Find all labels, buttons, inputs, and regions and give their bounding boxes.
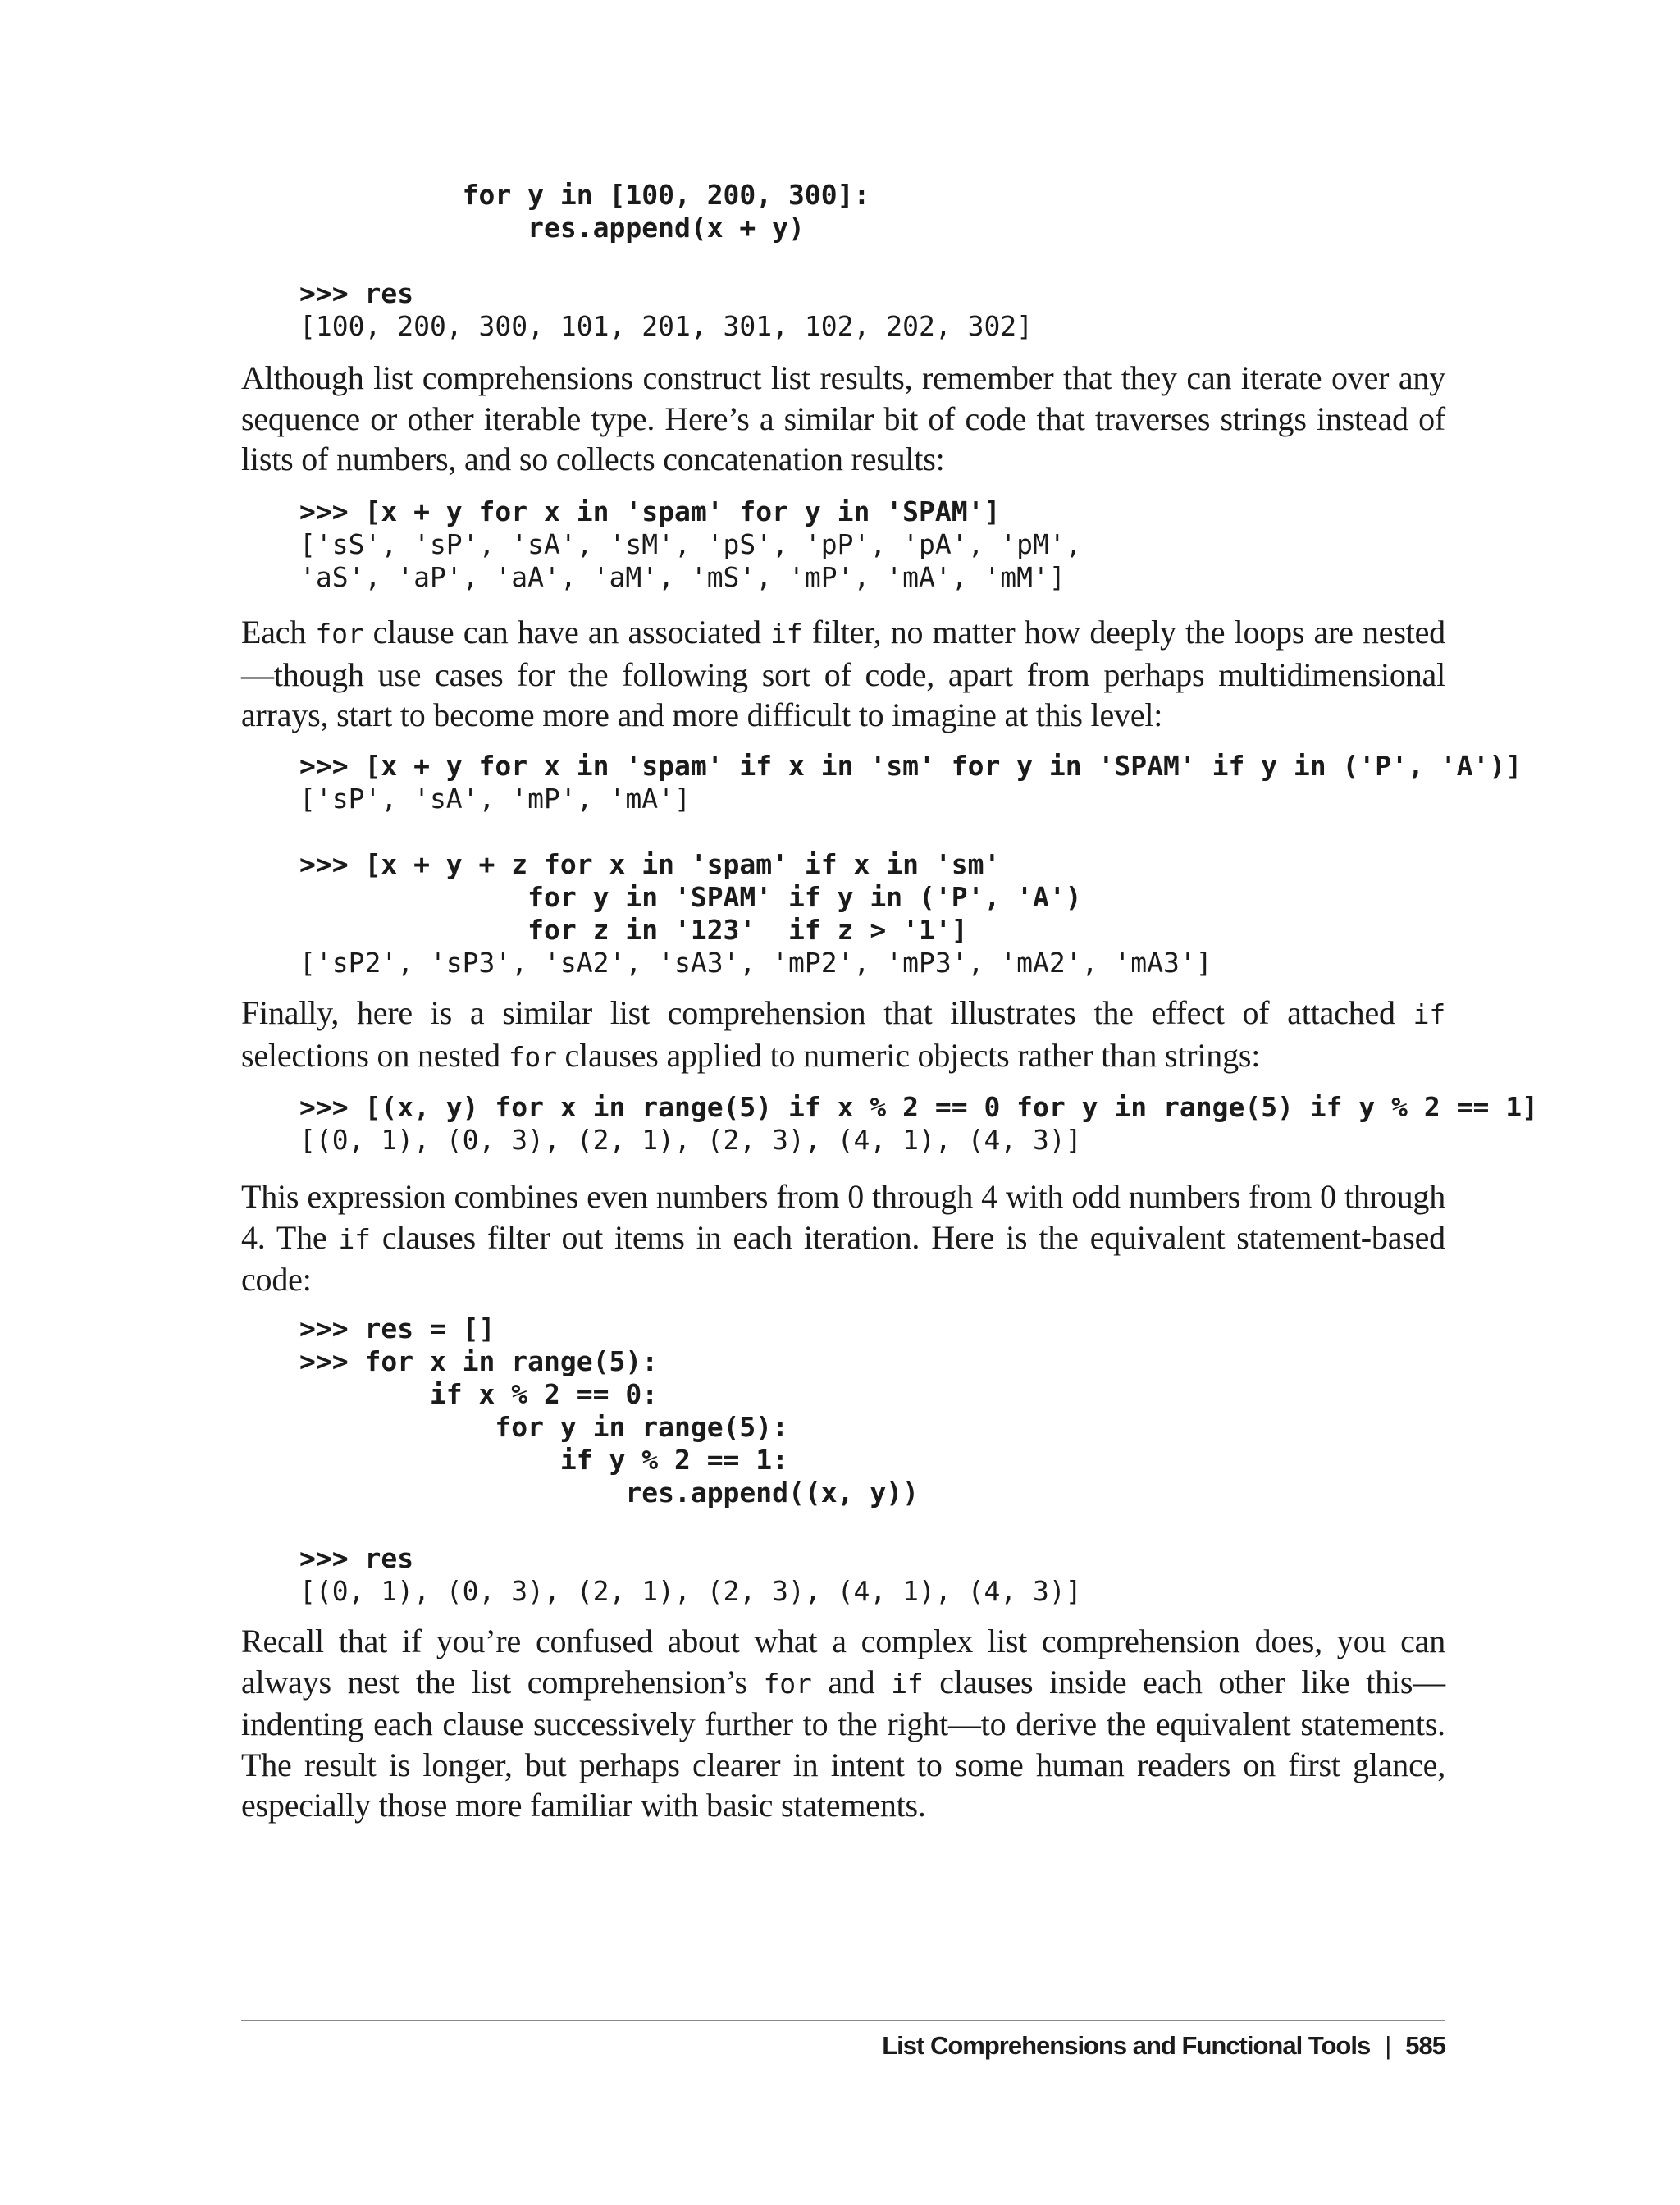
paragraph-text: clauses inside each other like this—indenting each clause successively further to the right—to derive the equivalent statements. The result is longer, but perhaps clearer in intent to some human readers on first glance, especially those more familiar with basic statements. — [241, 1663, 1445, 1824]
paragraph-text: and — [811, 1663, 892, 1701]
code-input-line: >>> res — [299, 1542, 414, 1574]
paragraph-text: filter, no matter how deeply the loops are nested—though use cases for the following sort of code, apart from perhaps multidimensional arrays, start to become more and more difficult to imagine at this level: — [241, 614, 1445, 733]
page-number: 585 — [1405, 2031, 1445, 2060]
paragraph-text: selections on nested — [241, 1036, 509, 1074]
code-input-line: res.append((x, y)) — [299, 1477, 919, 1509]
code-input-line: for y in [100, 200, 300]: — [299, 179, 870, 211]
body-paragraph — [241, 1176, 1445, 1300]
code-input-line: >>> [x + y for x in 'spam' for y in 'SPAM'] — [299, 495, 1001, 527]
code-block — [299, 495, 1082, 594]
code-input-line: >>> [x + y + z for x in 'spam' if x in 'sm' — [299, 848, 1001, 880]
body-paragraph — [241, 358, 1445, 480]
code-block — [299, 179, 1033, 343]
inline-code: if — [770, 618, 803, 650]
code-input-line: if x % 2 == 0: — [299, 1378, 659, 1410]
code-block — [299, 750, 1522, 979]
paragraph-text: Although list comprehensions construct list results, remember that they can iterate over any sequence or other iterable type. Here’s a similar bit of code that traverses strings instead of lists of numbers, and so collects concatenation results: — [241, 359, 1445, 477]
body-paragraph — [241, 993, 1445, 1077]
code-output-line: [(0, 1), (0, 3), (2, 1), (2, 3), (4, 1), (4, 3)] — [299, 1575, 1082, 1607]
code-block — [299, 1312, 1082, 1608]
inline-code: if — [338, 1222, 371, 1255]
code-input-line: res.append(x + y) — [299, 212, 805, 244]
code-output-line: [(0, 1), (0, 3), (2, 1), (2, 3), (4, 1), (4, 3)] — [299, 1124, 1082, 1156]
paragraph-text: clauses applied to numeric objects rather than strings: — [556, 1036, 1261, 1074]
body-paragraph — [241, 1621, 1445, 1826]
inline-code: for — [763, 1667, 812, 1700]
footer-separator: | — [1385, 2031, 1391, 2060]
code-input-line: >>> res = [] — [299, 1312, 495, 1344]
code-block — [299, 1091, 1538, 1157]
paragraph-text: Recall that if you’re confused about what a complex list comprehension does, you can always nest the list comprehension’s — [241, 1623, 1445, 1701]
page-footer — [882, 2031, 1445, 2061]
code-input-line: >>> res — [299, 277, 414, 309]
inline-code: for — [315, 618, 364, 650]
code-output-line: ['sP', 'sA', 'mP', 'mA'] — [299, 783, 691, 815]
footer-rule — [241, 2020, 1445, 2021]
code-input-line: for z in '123' if z > '1'] — [299, 914, 968, 946]
code-input-line: for y in 'SPAM' if y in ('P', 'A') — [299, 881, 1082, 913]
paragraph-text: This expression combines even numbers from 0 through 4 with odd numbers from 0 through 4. The — [241, 1178, 1445, 1256]
paragraph-text: Each — [241, 614, 316, 651]
inline-code: for — [508, 1040, 557, 1073]
code-output-line: 'aS', 'aP', 'aA', 'aM', 'mS', 'mP', 'mA', 'mM'] — [299, 561, 1066, 593]
running-title: List Comprehensions and Functional Tools — [882, 2031, 1371, 2060]
code-output-line: ['sP2', 'sP3', 'sA2', 'sA3', 'mP2', 'mP3', 'mA2', 'mA3'] — [299, 947, 1212, 979]
paragraph-text: clauses filter out items in each iteration. Here is the equivalent statement-based code: — [241, 1218, 1445, 1298]
code-output-line: ['sS', 'sP', 'sA', 'sM', 'pS', 'pP', 'pA', 'pM', — [299, 528, 1082, 560]
code-input-line: if y % 2 == 1: — [299, 1444, 789, 1476]
code-input-line: >>> for x in range(5): — [299, 1345, 659, 1377]
body-paragraph — [241, 612, 1445, 736]
code-output-line: [100, 200, 300, 101, 201, 301, 102, 202, 302] — [299, 310, 1034, 342]
paragraph-text: Finally, here is a similar list comprehension that illustrates the effect of attached — [241, 994, 1413, 1031]
inline-code: if — [1413, 998, 1445, 1030]
code-input-line: for y in range(5): — [299, 1411, 789, 1443]
paragraph-text: clause can have an associated — [363, 614, 771, 651]
inline-code: if — [891, 1667, 924, 1700]
code-input-line: >>> [(x, y) for x in range(5) if x % 2 == 0 for y in range(5) if y % 2 == 1] — [299, 1091, 1538, 1123]
code-input-line: >>> [x + y for x in 'spam' if x in 'sm' for y in 'SPAM' if y in ('P', 'A')] — [299, 750, 1522, 782]
